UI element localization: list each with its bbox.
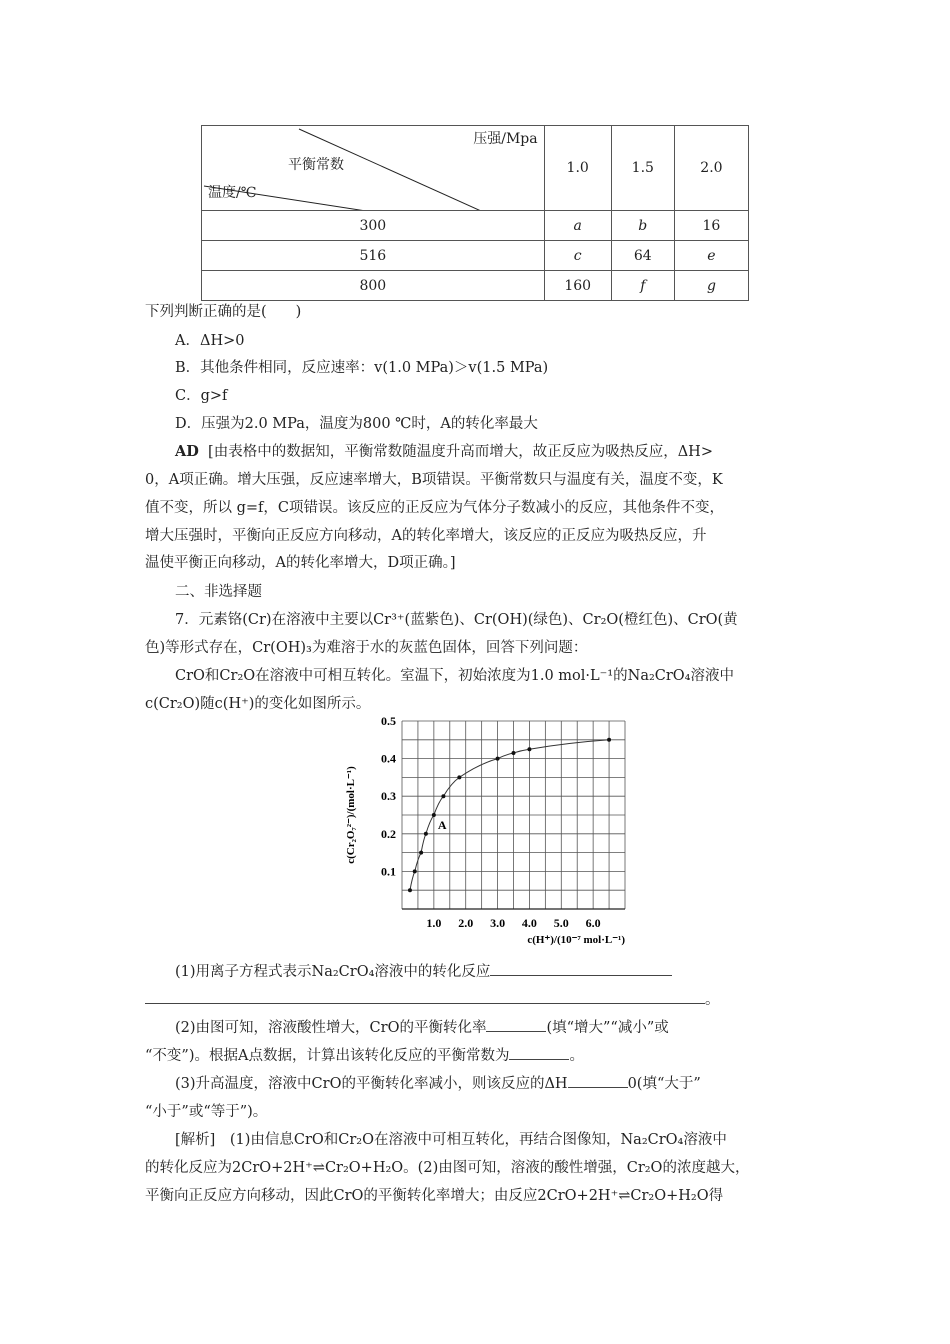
answer-blank[interactable]: [490, 975, 672, 976]
option-c: C．g>f: [175, 388, 228, 404]
svg-text:3.0: 3.0: [490, 916, 506, 930]
temp-cell: 300: [202, 211, 545, 241]
pressure-header: 1.0: [544, 126, 611, 211]
svg-text:c(Cr₂O₇²⁻)/(mol·L⁻¹): c(Cr₂O₇²⁻)/(mol·L⁻¹): [345, 766, 357, 864]
explanation-line-1: AD [由表格中的数据知，平衡常数随温度升高而增大，故正反应为吸热反应，ΔH>: [175, 443, 713, 460]
value-cell: g: [674, 271, 748, 301]
explanation-line: 0，A项正确。增大压强，反应速率增大，B项错误。平衡常数只与温度有关，温度不变，K: [145, 472, 723, 488]
explanation-line: 增大压强时，平衡向正反应方向移动，A的转化率增大，该反应的正反应为吸热反应，升: [145, 528, 707, 544]
svg-text:2.0: 2.0: [458, 916, 474, 930]
subquestion-2: (2)由图可知，溶液酸性增大，CrO的平衡转化率 (填“增大”“减小”或: [175, 1020, 669, 1036]
subquestion-3: (3)升高温度，溶液中CrO的平衡转化率减小，则该反应的ΔH 0(填“大于”: [175, 1076, 701, 1092]
table-row: [202, 211, 749, 241]
concentration-chart: [340, 712, 640, 952]
pressure-axis-label: 压强/Mpa: [473, 131, 538, 147]
svg-text:0.1: 0.1: [381, 864, 396, 879]
table-row: [202, 241, 749, 271]
answer-label: AD: [175, 443, 199, 460]
svg-text:6.0: 6.0: [585, 916, 601, 930]
svg-text:0.4: 0.4: [381, 751, 396, 766]
temperature-axis-label: 温度/℃: [208, 185, 257, 201]
option-d: D．压强为2.0 MPa，温度为800 ℃时，A的转化率最大: [175, 416, 538, 432]
explanation-line: 温使平衡正向移动，A的转化率增大，D项正确。]: [145, 555, 456, 571]
value-cell: 160: [544, 271, 611, 301]
analysis-line: [解析] (1)由信息CrO和Cr₂O在溶液中可相互转化，再结合图像知，Na₂CrO₄溶液中: [175, 1132, 727, 1148]
value-cell: 16: [674, 211, 748, 241]
analysis-line: 平衡向正反应方向移动，因此CrO的平衡转化率增大；由反应2CrO+2H⁺⇌Cr₂O+H₂O得: [145, 1188, 724, 1204]
table-corner-cell: [202, 126, 545, 211]
table-row: [202, 271, 749, 301]
q7-line: 色)等形式存在，Cr(OH)₃为难溶于水的灰蓝色固体，回答下列问题：: [145, 640, 588, 656]
value-cell: b: [611, 211, 674, 241]
explanation-line: 值不变，所以 g=f，C项错误。该反应的正反应为气体分子数减小的反应，其他条件不变，: [145, 500, 724, 516]
svg-text:5.0: 5.0: [553, 916, 569, 930]
equilibrium-constant-table: [201, 125, 749, 301]
option-b: B．其他条件相同，反应速率：v(1.0 MPa)＞v(1.5 MPa): [175, 360, 549, 376]
temp-cell: 516: [202, 241, 545, 271]
answer-blank[interactable]: [568, 1087, 628, 1088]
svg-text:1.0: 1.0: [426, 916, 442, 930]
svg-text:4.0: 4.0: [521, 916, 537, 930]
answer-blank[interactable]: [509, 1059, 569, 1060]
svg-text:0.3: 0.3: [381, 789, 396, 804]
pressure-header: 2.0: [674, 126, 748, 211]
subquestion-3-cont: “小于”或“等于”)。: [145, 1104, 268, 1120]
q7-line: 7．元素铬(Cr)在溶液中主要以Cr³⁺(蓝紫色)、Cr(OH)(绿色)、Cr₂O(橙红色)、CrO(黄: [175, 612, 738, 628]
temp-cell: 800: [202, 271, 545, 301]
value-cell: e: [674, 241, 748, 271]
q7-line: c(Cr₂O)随c(H⁺)的变化如图所示。: [145, 696, 371, 712]
pressure-header: 1.5: [611, 126, 674, 211]
option-a: A．ΔH>0: [175, 333, 245, 349]
analysis-line: 的转化反应为2CrO+2H⁺⇌Cr₂O+H₂O。(2)由图可知，溶液的酸性增强，Cr₂O的浓度越大，: [145, 1160, 750, 1176]
value-cell: 64: [611, 241, 674, 271]
value-cell: c: [544, 241, 611, 271]
value-cell: f: [611, 271, 674, 301]
svg-text:0.5: 0.5: [381, 714, 396, 728]
svg-text:c(H⁺)/(10⁻⁷ mol·L⁻¹): c(H⁺)/(10⁻⁷ mol·L⁻¹): [527, 934, 625, 946]
q7-line: CrO和Cr₂O在溶液中可相互转化。室温下，初始浓度为1.0 mol·L⁻¹的Na₂CrO₄溶液中: [175, 668, 734, 684]
svg-text:0.2: 0.2: [381, 826, 396, 841]
answer-blank[interactable]: [486, 1031, 546, 1032]
value-cell: a: [544, 211, 611, 241]
section-heading: 二、非选择题: [175, 584, 262, 600]
answer-blank[interactable]: [145, 1003, 705, 1004]
constant-label: 平衡常数: [288, 157, 344, 173]
subquestion-1: (1)用离子方程式表示Na₂CrO₄溶液中的转化反应: [175, 960, 672, 981]
subquestion-1-cont: 。: [145, 988, 720, 1009]
subquestion-2-cont: “不变”)。根据A点数据，计算出该转化反应的平衡常数为 。: [145, 1048, 584, 1064]
svg-text:A: A: [437, 818, 447, 832]
question-stem: 下列判断正确的是( ): [145, 304, 302, 320]
